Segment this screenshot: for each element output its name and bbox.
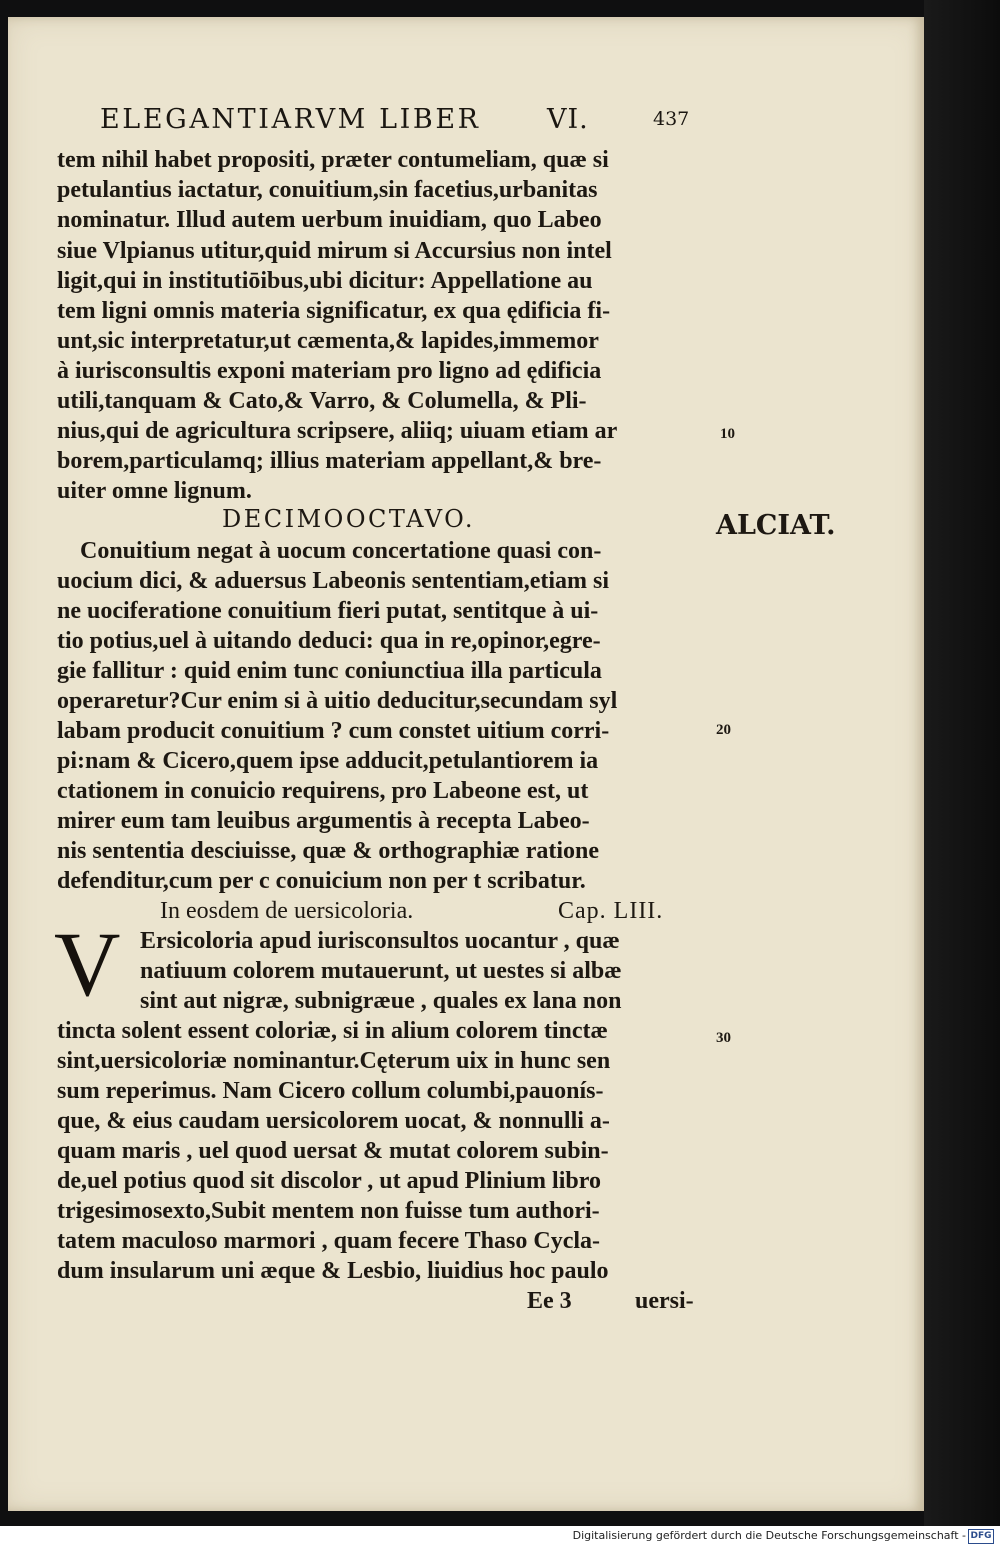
text-line: ne uociferatione conuitium fieri putat, sentitque à ui- (57, 598, 599, 624)
drop-initial: V (54, 913, 121, 1015)
text-line: labam producit conuitium ? cum constet uitium corri- (57, 718, 610, 744)
line-number: 20 (716, 722, 731, 738)
text-line: defenditur,cum per c conuicium non per t scribatur. (57, 868, 586, 894)
margin-note: ALCIAT. (716, 510, 836, 541)
text-line: petulantius iactatur, conuitium,sin facetius,urbanitas (57, 177, 598, 203)
text-line: sum reperimus. Nam Cicero collum columbi,pauonís- (57, 1078, 604, 1104)
text-line: siue Vlpianus utitur,quid mirum si Accursius non intel (57, 238, 612, 264)
chapter-label: Cap. LIII. (558, 898, 664, 924)
text-line: trigesimosexto,Subit mentem non fuisse tum authori- (57, 1198, 600, 1224)
line-number: 30 (716, 1030, 731, 1046)
text-line: nis sententia desciuisse, quæ & orthographiæ ratione (57, 838, 600, 864)
text-line: nominatur. Illud autem uerbum inuidiam, quo Labeo (57, 207, 602, 233)
text-line: utili,tanquam & Cato,& Varro, & Columella, & Pli- (57, 388, 587, 414)
text-line: Ersicoloria apud iurisconsultos uocantur , quæ (140, 928, 620, 954)
signature-mark: Ee 3 (527, 1288, 572, 1314)
line-number: 10 (720, 426, 735, 442)
running-title: ELEGANTIARVM LIBER (100, 104, 481, 135)
text-line: Conuitium negat à uocum concertatione quasi con- (80, 538, 602, 564)
book-number: VI. (547, 104, 589, 135)
text-line: uiter omne lignum. (57, 478, 252, 504)
text-line: natiuum colorem mutauerunt, ut uestes si albæ (140, 958, 622, 984)
digitization-credit: Digitalisierung gefördert durch die Deutsche Forschungsgemeinschaft - (572, 1529, 966, 1542)
text-line: ctationem in conuicio requirens, pro Labeone est, ut (57, 778, 589, 804)
text-line: gie fallitur : quid enim tunc coniunctiua illa particula (57, 658, 602, 684)
text-line: sint aut nigræ, subnigræue , quales ex lana non (140, 988, 622, 1014)
text-line: tatem maculoso marmori , quam fecere Thaso Cycla- (57, 1228, 600, 1254)
dfg-logo: DFG (968, 1529, 994, 1544)
text-line: mirer eum tam leuibus argumentis à recepta Labeo- (57, 808, 590, 834)
text-line: unt,sic interpretatur,ut cæmenta,& lapides,immemor (57, 328, 599, 354)
text-line: tem ligni omnis materia significatur, ex qua ędificia fi- (57, 298, 611, 324)
text-line: à iurisconsultis exponi materiam pro ligno ad ędificia (57, 358, 602, 384)
text-line: que, & eius caudam uersicolorem uocat, & nonnulli a- (57, 1108, 610, 1134)
text-line: pi:nam & Cicero,quem ipse adducit,petulantiorem ia (57, 748, 599, 774)
text-line: sint,uersicoloriæ nominantur.Cęterum uix in hunc sen (57, 1048, 611, 1074)
text-line: tem nihil habet propositi, præter contumeliam, quæ si (57, 147, 609, 173)
text-line: tincta solent essent coloriæ, si in alium colorem tinctæ (57, 1018, 608, 1044)
section-heading: DECIMOOCTAVO. (222, 505, 476, 533)
text-line: ligit,qui in institutiōibus,ubi dicitur: Appellatione au (57, 268, 593, 294)
catchword: uersi- (635, 1288, 694, 1314)
text-line: nius,qui de agricultura scripsere, aliiq; uiuam etiam ar (57, 418, 618, 444)
text-line: tio potius,uel à uitando deduci: qua in re,opinor,egre- (57, 628, 601, 654)
text-line: operaretur?Cur enim si à uitio deducitur,secundam syl (57, 688, 618, 714)
page-number: 437 (653, 108, 690, 130)
text-line: uocium dici, & aduersus Labeonis sententiam,etiam si (57, 568, 610, 594)
text-line: de,uel potius quod sit discolor , ut apud Plinium libro (57, 1168, 601, 1194)
text-line: dum insularum uni æque & Lesbio, liuidius hoc paulo (57, 1258, 609, 1284)
text-line: borem,particulamq; illius materiam appellant,& bre- (57, 448, 602, 474)
text-line: quam maris , uel quod uersat & mutat colorem subin- (57, 1138, 609, 1164)
chapter-title: In eosdem de uersicoloria. (160, 898, 414, 924)
